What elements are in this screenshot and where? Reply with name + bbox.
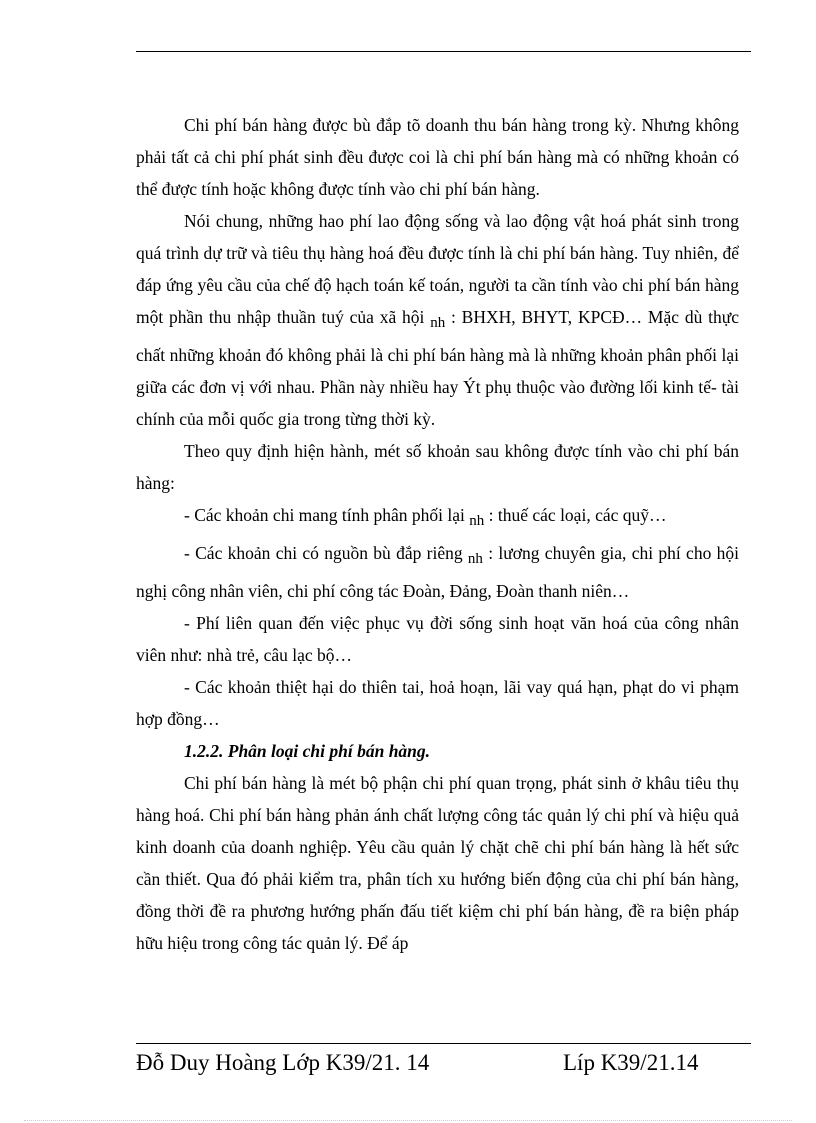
subscript-nh: nh <box>469 513 485 529</box>
footer-author: Đỗ Duy Hoàng Lớp K39/21. 14 <box>136 1050 430 1075</box>
document-body <box>136 109 739 959</box>
paragraph-closing: Chi phí bán hàng là mét bộ phận chi phí quan trọng, phát sinh ở khâu tiêu thụ hàng hoá. Chi phí bán hàng phản ánh chất lượng công tác quản lý chi phí và hiệu quả kinh doanh của doanh nghiệp. Yêu cầu quản lý chặt chẽ chi phí bán hàng là hết sức cần thiết. Qua đó phải kiểm tra, phân tích xu hướng biến động của chi phí bán hàng, đồng thời đề ra phương hướng phấn đấu tiết kiệm chi phí bán hàng, đề ra biện pháp hữu hiệu trong công tác quản lý. Để áp <box>136 773 739 953</box>
header-rule <box>136 51 751 52</box>
page-footer <box>136 1046 751 1080</box>
list-item: - Các khoản thiệt hại do thiên tai, hoả hoạn, lãi vay quá hạn, phạt do vi phạm hợp đồng… <box>136 677 739 729</box>
section-heading: 1.2.2. Phân loại chi phí bán hàng. <box>184 741 431 761</box>
paragraph-1: Chi phí bán hàng được bù đắp tõ doanh thu bán hàng trong kỳ. Nhưng không phải tất cả chi phí phát sinh đều được coi là chi phí bán hàng mà có những khoản có thể được tính hoặc không được tính vào chi phí bán hàng. <box>136 115 739 199</box>
footer-class: Líp K39/21.14 <box>563 1050 699 1075</box>
page-edge-divider <box>24 1120 792 1121</box>
list-item: - Các khoản chi mang tính phân phối lại nh : thuế các loại, các quỹ… <box>184 505 667 529</box>
subscript-nh: nh <box>467 551 483 567</box>
paragraph-2: Nói chung, những hao phí lao động sống và lao động vật hoá phát sinh trong quá trình dự trữ và tiêu thụ hàng hoá đều được tính là chi phí bán hàng. Tuy nhiên, để đáp ứng yêu cầu của chế độ hạch toán kế toán, người ta cần tính vào chi phí bán hàng một phần thu nhập thuần tuý của xã hội nh : BHXH, BHYT, KPCĐ… Mặc dù thực chất những khoản đó không phải là chi phí bán hàng mà là những khoản phân phối lại giữa các đơn vị với nhau. Phần này nhiều hay Ýt phụ thuộc vào đường lối kinh tế- tài chính của mỗi quốc gia trong từng thời kỳ. <box>136 211 739 429</box>
paragraph-3: Theo quy định hiện hành, mét số khoản sau không được tính vào chi phí bán hàng: <box>136 441 739 493</box>
subscript-nh: nh <box>430 315 446 331</box>
list-item: - Các khoản chi có nguồn bù đắp riêng nh : lương chuyên gia, chi phí cho hội nghị công nhân viên, chi phí công tác Đoàn, Đảng, Đoàn thanh niên… <box>136 543 739 601</box>
list-item: - Phí liên quan đến việc phục vụ đời sống sinh hoạt văn hoá của công nhân viên như: nhà trẻ, câu lạc bộ… <box>136 613 739 665</box>
footer-rule <box>136 1043 751 1044</box>
